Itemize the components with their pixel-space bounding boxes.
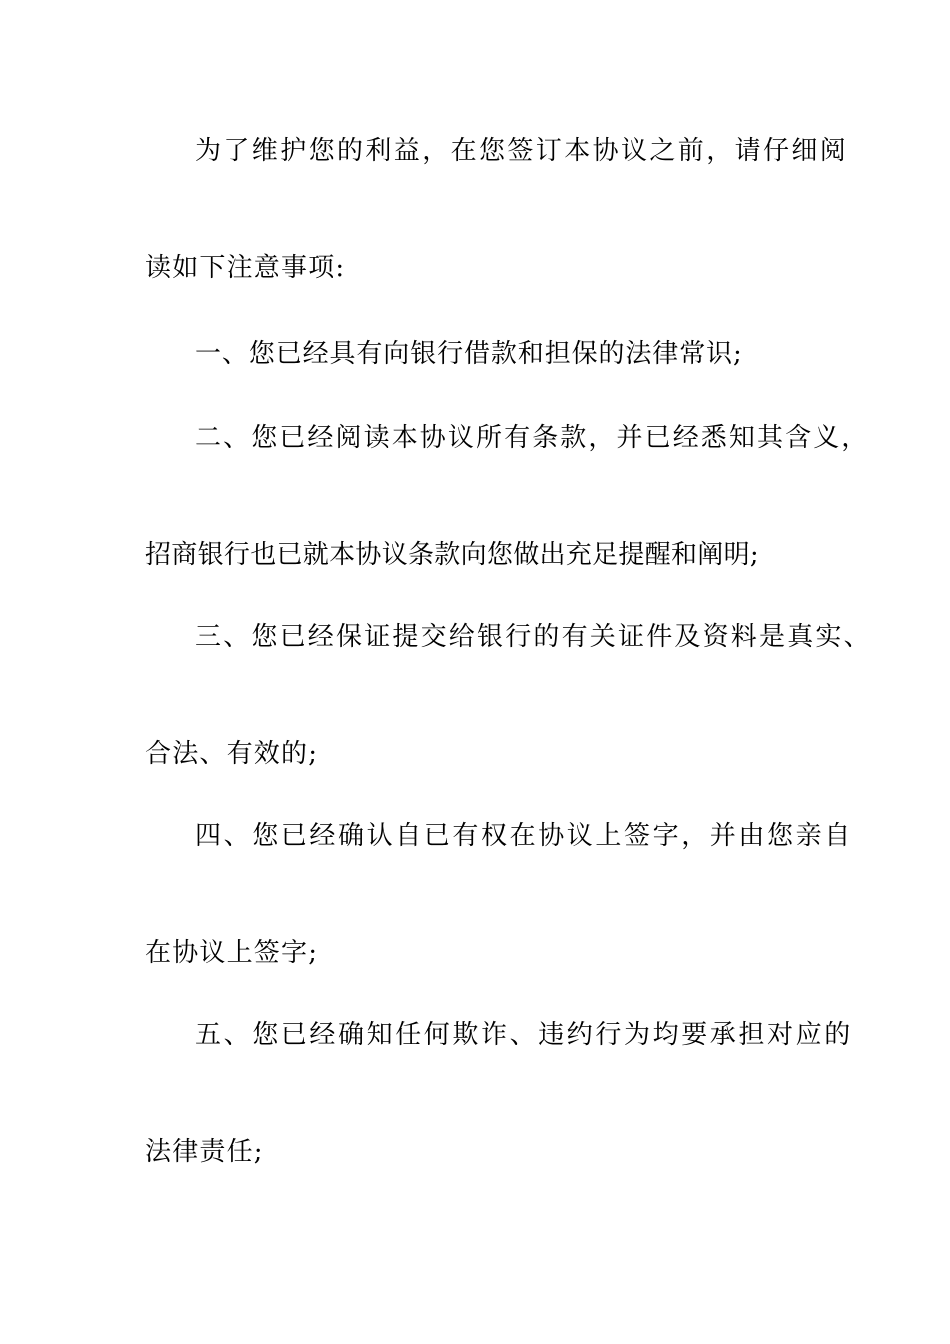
notice-item-5-line-1: 五、您已经确知任何欺诈、违约行为均要承担对应的 xyxy=(195,1020,853,1050)
paragraph-intro-line-1: 为了维护您的利益，在您签订本协议之前，请仔细阅 xyxy=(195,136,849,166)
paragraph-intro-line-2: 读如下注意事项: xyxy=(145,253,346,283)
notice-item-2-line-2: 招商银行也已就本协议条款向您做出充足提醒和阐明; xyxy=(145,540,759,570)
notice-item-3-line-2: 合法、有效的; xyxy=(145,739,319,769)
notice-item-4-line-1: 四、您已经确认自已有权在协议上签字，并由您亲自 xyxy=(195,821,853,851)
notice-item-5-line-2: 法律责任; xyxy=(145,1137,264,1167)
notice-item-3-line-1: 三、您已经保证提交给银行的有关证件及资料是真实、 xyxy=(195,622,872,652)
notice-item-1: 一、您已经具有向银行借款和担保的法律常识; xyxy=(195,339,743,369)
notice-item-4-line-2: 在协议上签字; xyxy=(145,938,319,968)
notice-item-2-line-1: 二、您已经阅读本协议所有条款，并已经悉知其含义， xyxy=(195,423,870,453)
